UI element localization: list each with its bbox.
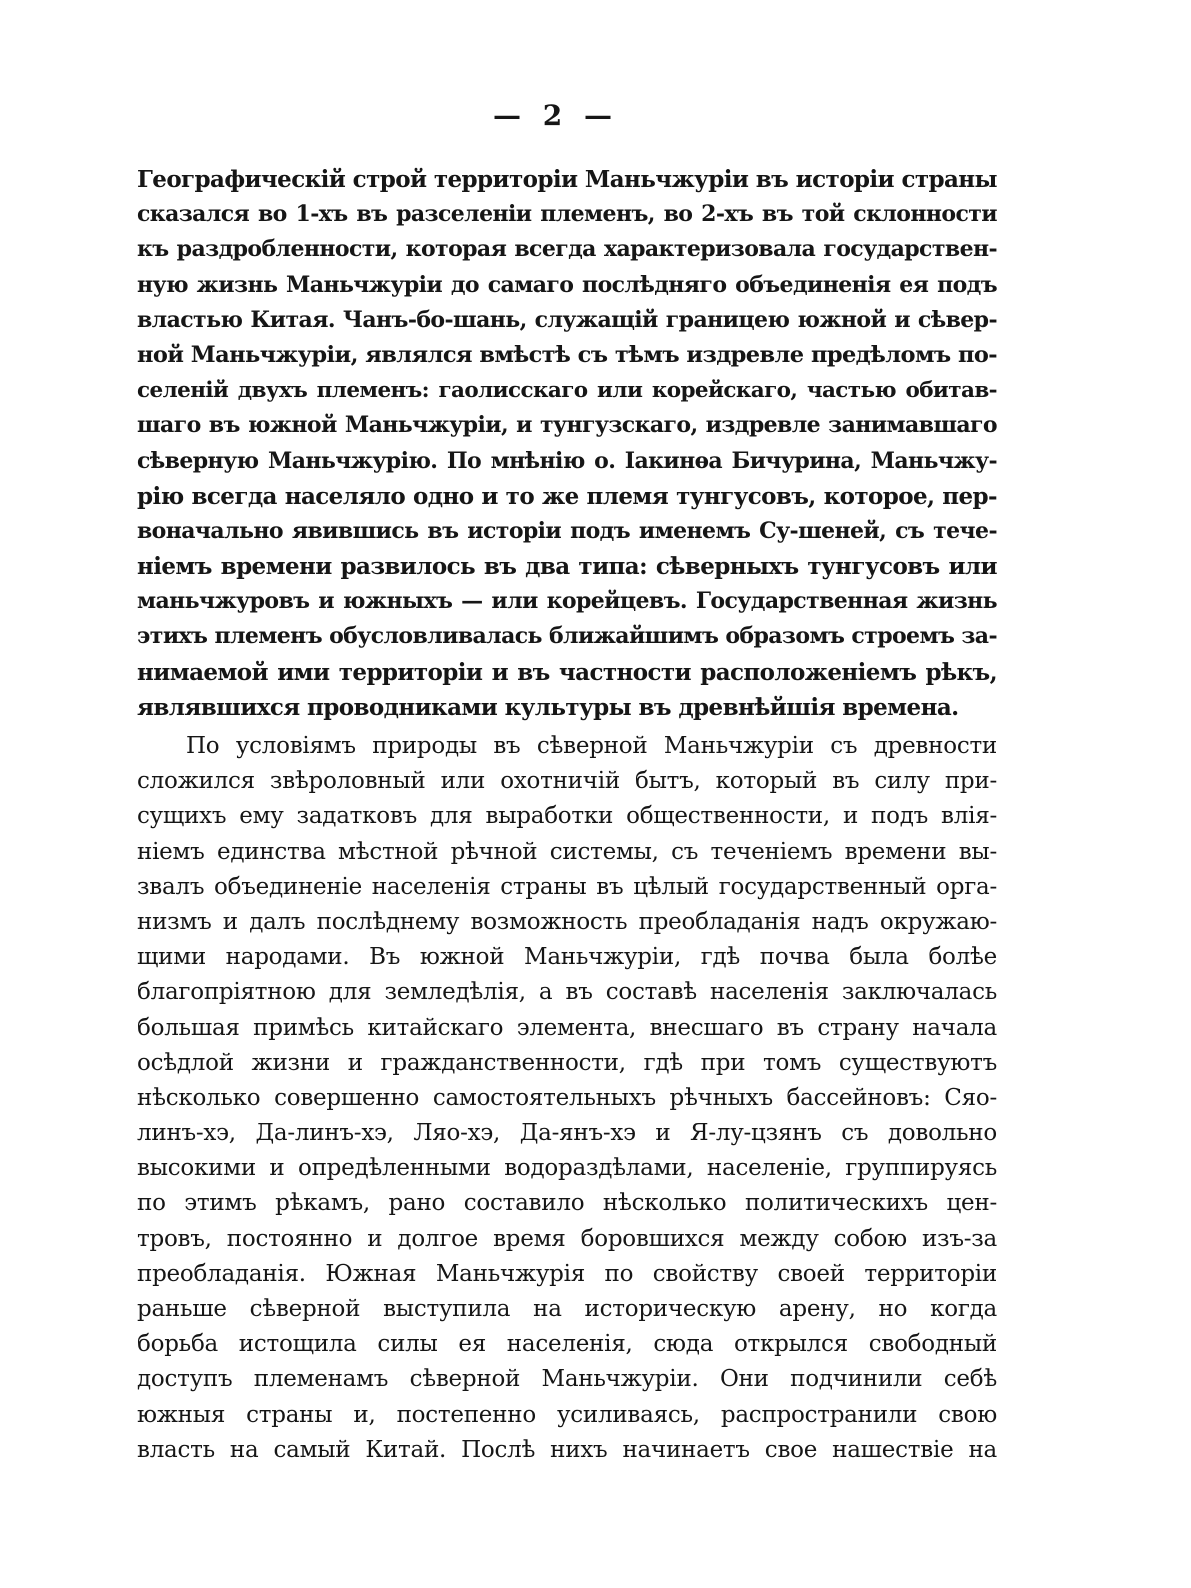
text-line: властью Китая. Чанъ-бо-шань, служащiй границею южной и сѣвер- [137, 306, 997, 333]
text-line: тровъ, постоянно и долгое время боровшихся между собою изъ-за [137, 1225, 997, 1252]
text-line: преобладанiя. Южная Маньчжурiя по свойству своей территорiи [137, 1260, 997, 1287]
text-line: маньчжуровъ и южныхъ — или корейцевъ. Государственная жизнь [137, 588, 997, 615]
paragraph-2 [137, 729, 997, 1468]
text-line: большая примѣсь китайскаго элемента, внесшаго въ страну начала [137, 1014, 997, 1041]
paragraph-1 [137, 162, 997, 725]
text-line: благопрiятною для земледѣлiя, а въ составѣ населенiя заключалась [137, 979, 997, 1006]
text-line: южныя страны и, постепенно усиливаясь, распространили свою [137, 1401, 997, 1428]
text-line: звалъ объединенiе населенiя страны въ цѣлый государственный орга- [137, 873, 997, 900]
text-line: сказался во 1-хъ въ разселенiи племенъ, во 2-хъ въ той склонности [137, 201, 997, 228]
page-number: — 2 — [493, 99, 618, 132]
text-line: по этимъ рѣкамъ, рано составило нѣсколько политическихъ цен- [137, 1190, 997, 1217]
text-line: ной Маньчжурiи, являлся вмѣстѣ съ тѣмъ издревле предѣломъ по- [137, 341, 997, 368]
text-line: борьба истощила силы ея населенiя, сюда открылся свободный [137, 1331, 997, 1358]
text-line: къ раздробленности, которая всегда характеризовала государствен- [137, 236, 997, 263]
text-line: этихъ племенъ обусловливалась ближайшимъ образомъ строемъ за- [137, 623, 997, 650]
text-line: власть на самый Китай. Послѣ нихъ начинаетъ свое нашествiе на [137, 1436, 997, 1463]
text-line: сущихъ ему задатковъ для выработки общественности, и подъ влiя- [137, 803, 997, 830]
text-line: Географическiй строй территорiи Маньчжурiи въ исторiи страны [137, 166, 997, 193]
text-line: высокими и опредѣленными водораздѣлами, населенiе, группируясь [137, 1155, 997, 1182]
text-line: низмъ и далъ послѣднему возможность преобладанiя надъ окружаю- [137, 908, 997, 935]
text-line: нiемъ времени развилось въ два типа: сѣверныхъ тунгусовъ или [137, 553, 997, 581]
text-line: шаго въ южной Маньчжурiи, и тунгузскаго, издревле занимавшаго [137, 412, 997, 439]
text-line: нѣсколько совершенно самостоятельныхъ рѣчныхъ бассейновъ: Сяо- [137, 1084, 997, 1111]
text-line: раньше сѣверной выступила на историческую арену, но когда [137, 1296, 997, 1322]
text-line: являвшихся проводниками культуры въ древнѣйшiя времена. [137, 693, 959, 721]
text-line: линъ-хэ, Да-линъ-хэ, Ляо-хэ, Да-янъ-хэ и Я-лу-цзянъ съ довольно [137, 1120, 997, 1147]
text-line: селенiй двухъ племенъ: гаолисскаго или корейскаго, частью обитав- [137, 378, 997, 404]
text-line: По условiямъ природы въ сѣверной Маньчжурiи съ древности [186, 733, 997, 759]
text-line: рiю всегда населяло одно и то же племя тунгусовъ, которое, пер- [137, 482, 997, 510]
text-line: доступъ племенамъ сѣверной Маньчжурiи. Они подчинили себѣ [137, 1366, 997, 1393]
text-line: нiемъ единства мѣстной рѣчной системы, съ теченiемъ времени вы- [137, 838, 997, 865]
text-line: воначально явившись въ исторiи подъ именемъ Су-шеней, съ тече- [137, 517, 997, 544]
text-line: ную жизнь Маньчжурiи до самаго послѣдняго объединенiя ея подъ [137, 271, 997, 298]
text-line: щими народами. Въ южной Маньчжурiи, гдѣ почва была болѣе [137, 944, 997, 971]
text-line: осѣдлой жизни и гражданственности, гдѣ при томъ существуютъ [137, 1049, 997, 1076]
text-line: сложился звѣроловный или охотничiй бытъ, который въ силу при- [137, 768, 997, 795]
text-line: нимаемой ими территорiи и въ частности расположенiемъ рѣкъ, [137, 658, 997, 686]
text-line: сѣверную Маньчжурiю. По мнѣнiю о. Iакинѳа Бичурина, Маньчжу- [137, 447, 997, 474]
